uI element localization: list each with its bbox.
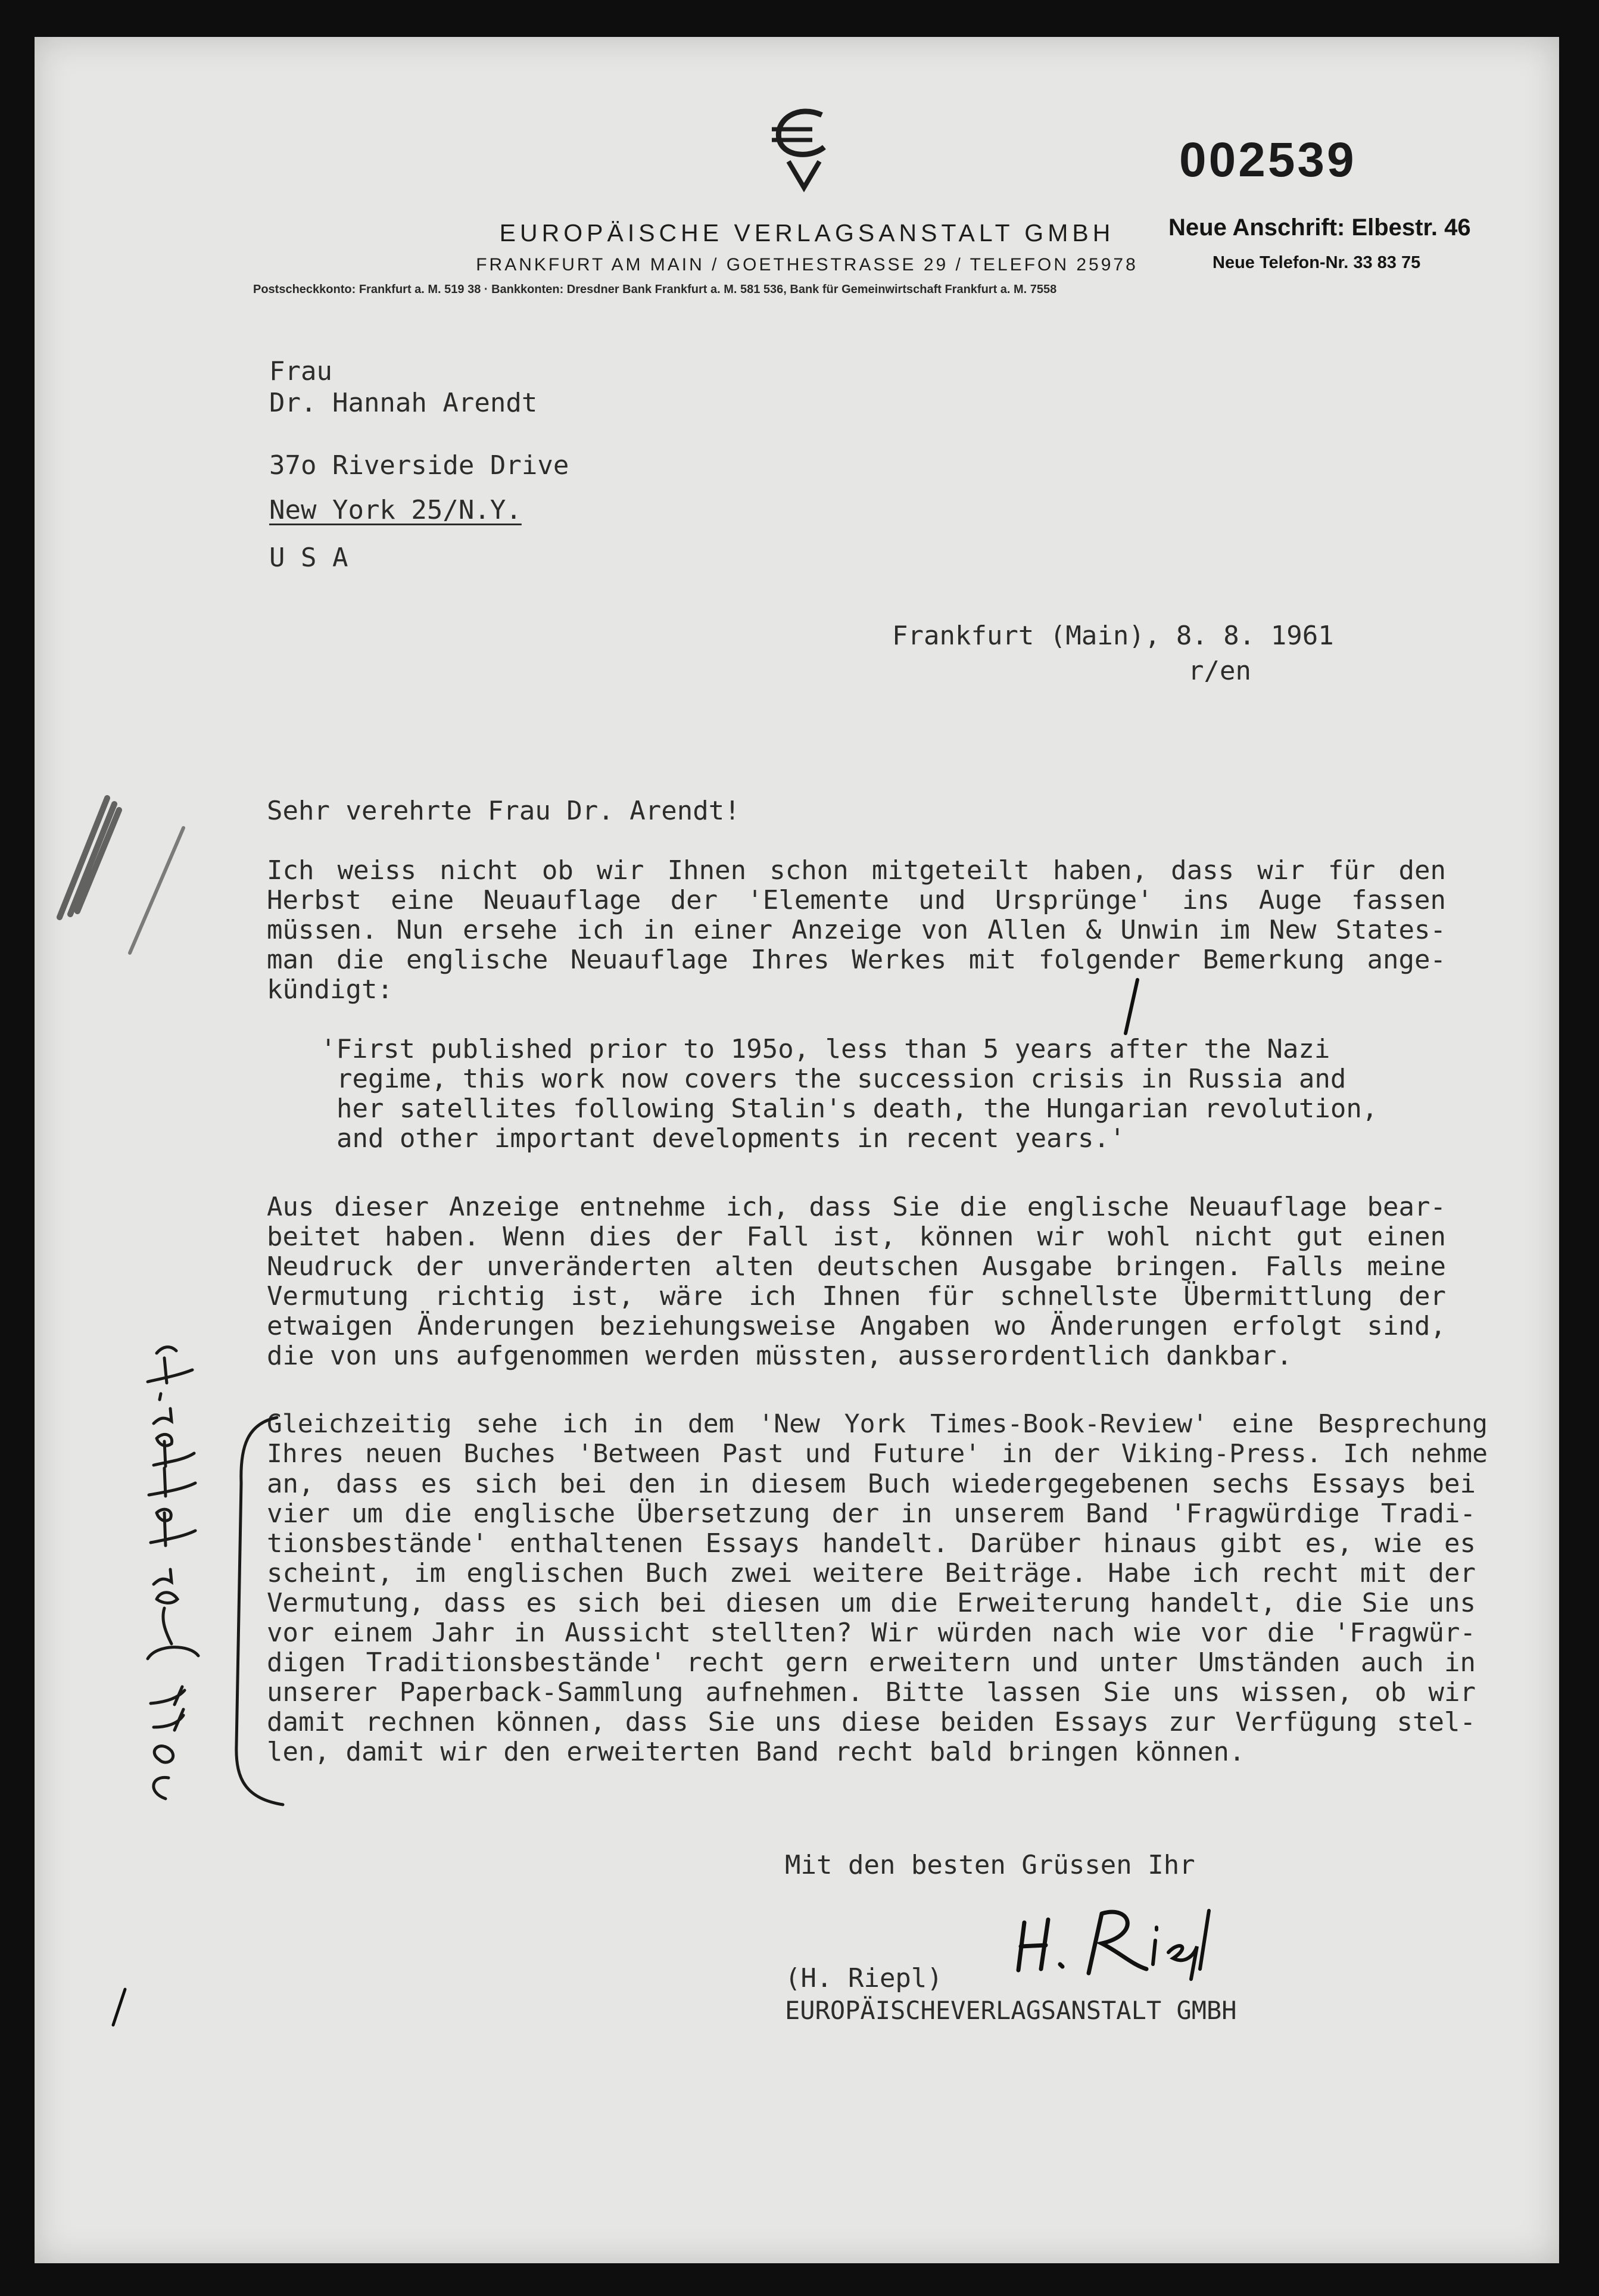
recipient-street: 37o Riverside Drive xyxy=(269,450,569,481)
handwritten-signature xyxy=(1012,1899,1239,1982)
paragraph-2-line: Neudruck der unveränderten alten deutschen Ausgabe bringen. Falls meine xyxy=(267,1251,1446,1282)
closing-regards: Mit den besten Grüssen Ihr xyxy=(785,1850,1195,1880)
pencil-mark xyxy=(36,786,131,923)
paragraph-2-line: die von uns aufgenommen werden müssten, ausserordentlich dankbar. xyxy=(267,1341,1292,1371)
paragraph-1-line: man die englische Neuauflage Ihres Werkes mit folgender Bemerkung ange- xyxy=(267,945,1446,975)
paragraph-1-line: Ich weiss nicht ob wir Ihnen schon mitgeteilt haben, dass wir für den xyxy=(267,855,1446,886)
typed-signer-name: (H. Riepl) xyxy=(785,1963,943,1993)
paragraph-3-line: len, damit wir den erweiterten Band recht bald bringen können. xyxy=(267,1737,1245,1767)
paragraph-3-line: unserer Paperback-Sammlung aufnehmen. Bitte lassen Sie uns wissen, ob wir xyxy=(267,1677,1476,1708)
margin-bracket xyxy=(223,1412,289,1811)
company-address: FRANKFURT AM MAIN / GOETHESTRASSE 29 / TELEFON 25978 xyxy=(476,255,1138,275)
paragraph-1-line: Herbst eine Neuauflage der 'Elemente und Ursprünge' ins Auge fassen xyxy=(267,885,1446,915)
quote-line: her satellites following Stalin's death, the Hungarian revolution, xyxy=(336,1094,1378,1124)
publisher-logo xyxy=(762,104,846,194)
reference-code: r/en xyxy=(1188,656,1251,686)
paragraph-3-line: Ihres neuen Buches 'Between Past und Future' in der Viking-Press. Ich nehme xyxy=(267,1439,1488,1469)
typed-company: EUROPÄISCHEVERLAGSANSTALT GMBH xyxy=(785,1996,1237,2025)
quote-line: and other important developments in recent years.' xyxy=(336,1123,1126,1154)
document-number: 002539 xyxy=(1179,133,1357,187)
recipient-city: New York 25/N.Y. xyxy=(269,495,522,525)
paragraph-3-line: Gleichzeitig sehe ich in dem 'New York Times-Book-Review' eine Besprechung xyxy=(267,1409,1488,1439)
paragraph-3-line: scheint, im englischen Buch zwei weitere Beiträge. Habe ich recht mit der xyxy=(267,1558,1476,1588)
paragraph-2-line: Vermutung richtig ist, wäre ich Ihnen für schnellste Übermittlung der xyxy=(267,1281,1446,1311)
place-date: Frankfurt (Main), 8. 8. 1961 xyxy=(892,621,1334,651)
quote-line: 'First published prior to 195o, less than 5 years after the Nazi xyxy=(320,1034,1330,1064)
ink-mark xyxy=(83,1977,155,2037)
new-phone-stamp: Neue Telefon-Nr. 33 83 75 xyxy=(1213,253,1421,272)
greeting: Sehr verehrte Frau Dr. Arendt! xyxy=(267,796,740,826)
paragraph-3-line: damit rechnen können, dass Sie uns diese beiden Essays zur Verfügung stel- xyxy=(267,1707,1476,1737)
recipient-salutation: Frau xyxy=(269,356,332,387)
paragraph-2-line: beitet haben. Wenn dies der Fall ist, können wir wohl nicht gut einen xyxy=(267,1222,1446,1252)
new-address-stamp: Neue Anschrift: Elbestr. 46 xyxy=(1168,214,1471,241)
handwritten-margin-note xyxy=(94,1334,231,1823)
recipient-name: Dr. Hannah Arendt xyxy=(269,388,538,418)
paragraph-1-line: müssen. Nun ersehe ich in einer Anzeige von Allen & Unwin im New States- xyxy=(267,915,1446,945)
pencil-mark xyxy=(118,822,195,959)
paragraph-2-line: etwaigen Änderungen beziehungsweise Angaben wo Änderungen erfolgt sind, xyxy=(267,1311,1446,1341)
company-name: EUROPÄISCHE VERLAGSANSTALT GMBH xyxy=(499,219,1115,247)
paragraph-3-line: tionsbestände' enthaltenen Essays handelt. Darüber hinaus gibt es, wie es xyxy=(267,1528,1476,1559)
recipient-country: U S A xyxy=(269,543,348,573)
paragraph-3-line: digen Traditionsbestände' recht gern erweitern und unter Umständen auch in xyxy=(267,1647,1476,1678)
bank-details: Postscheckkonto: Frankfurt a. M. 519 38 · Bankkonten: Dresdner Bank Frankfurt a. M. 581 536, Bank für Gemeinwirtschaft Frankfurt a. M. 7558 xyxy=(253,283,1057,296)
paragraph-1-line: kündigt: xyxy=(267,974,393,1005)
paragraph-3-line: Vermutung, dass es sich bei diesen um die Erweiterung handelt, die Sie uns xyxy=(267,1588,1476,1618)
paragraph-3-line: vor einem Jahr in Aussicht stellten? Wir würden nach wie vor die 'Fragwür- xyxy=(267,1618,1476,1648)
quote-line: regime, this work now covers the succession crisis in Russia and xyxy=(336,1064,1346,1094)
paragraph-3-line: an, dass es sich bei den in diesem Buch wiedergegebenen sechs Essays bei xyxy=(267,1469,1476,1499)
ink-mark xyxy=(1102,977,1155,1036)
paragraph-3-line: vier um die englische Übersetzung der in unserem Band 'Fragwürdige Tradi- xyxy=(267,1499,1476,1529)
paragraph-2-line: Aus dieser Anzeige entnehme ich, dass Sie die englische Neuauflage bear- xyxy=(267,1192,1446,1222)
